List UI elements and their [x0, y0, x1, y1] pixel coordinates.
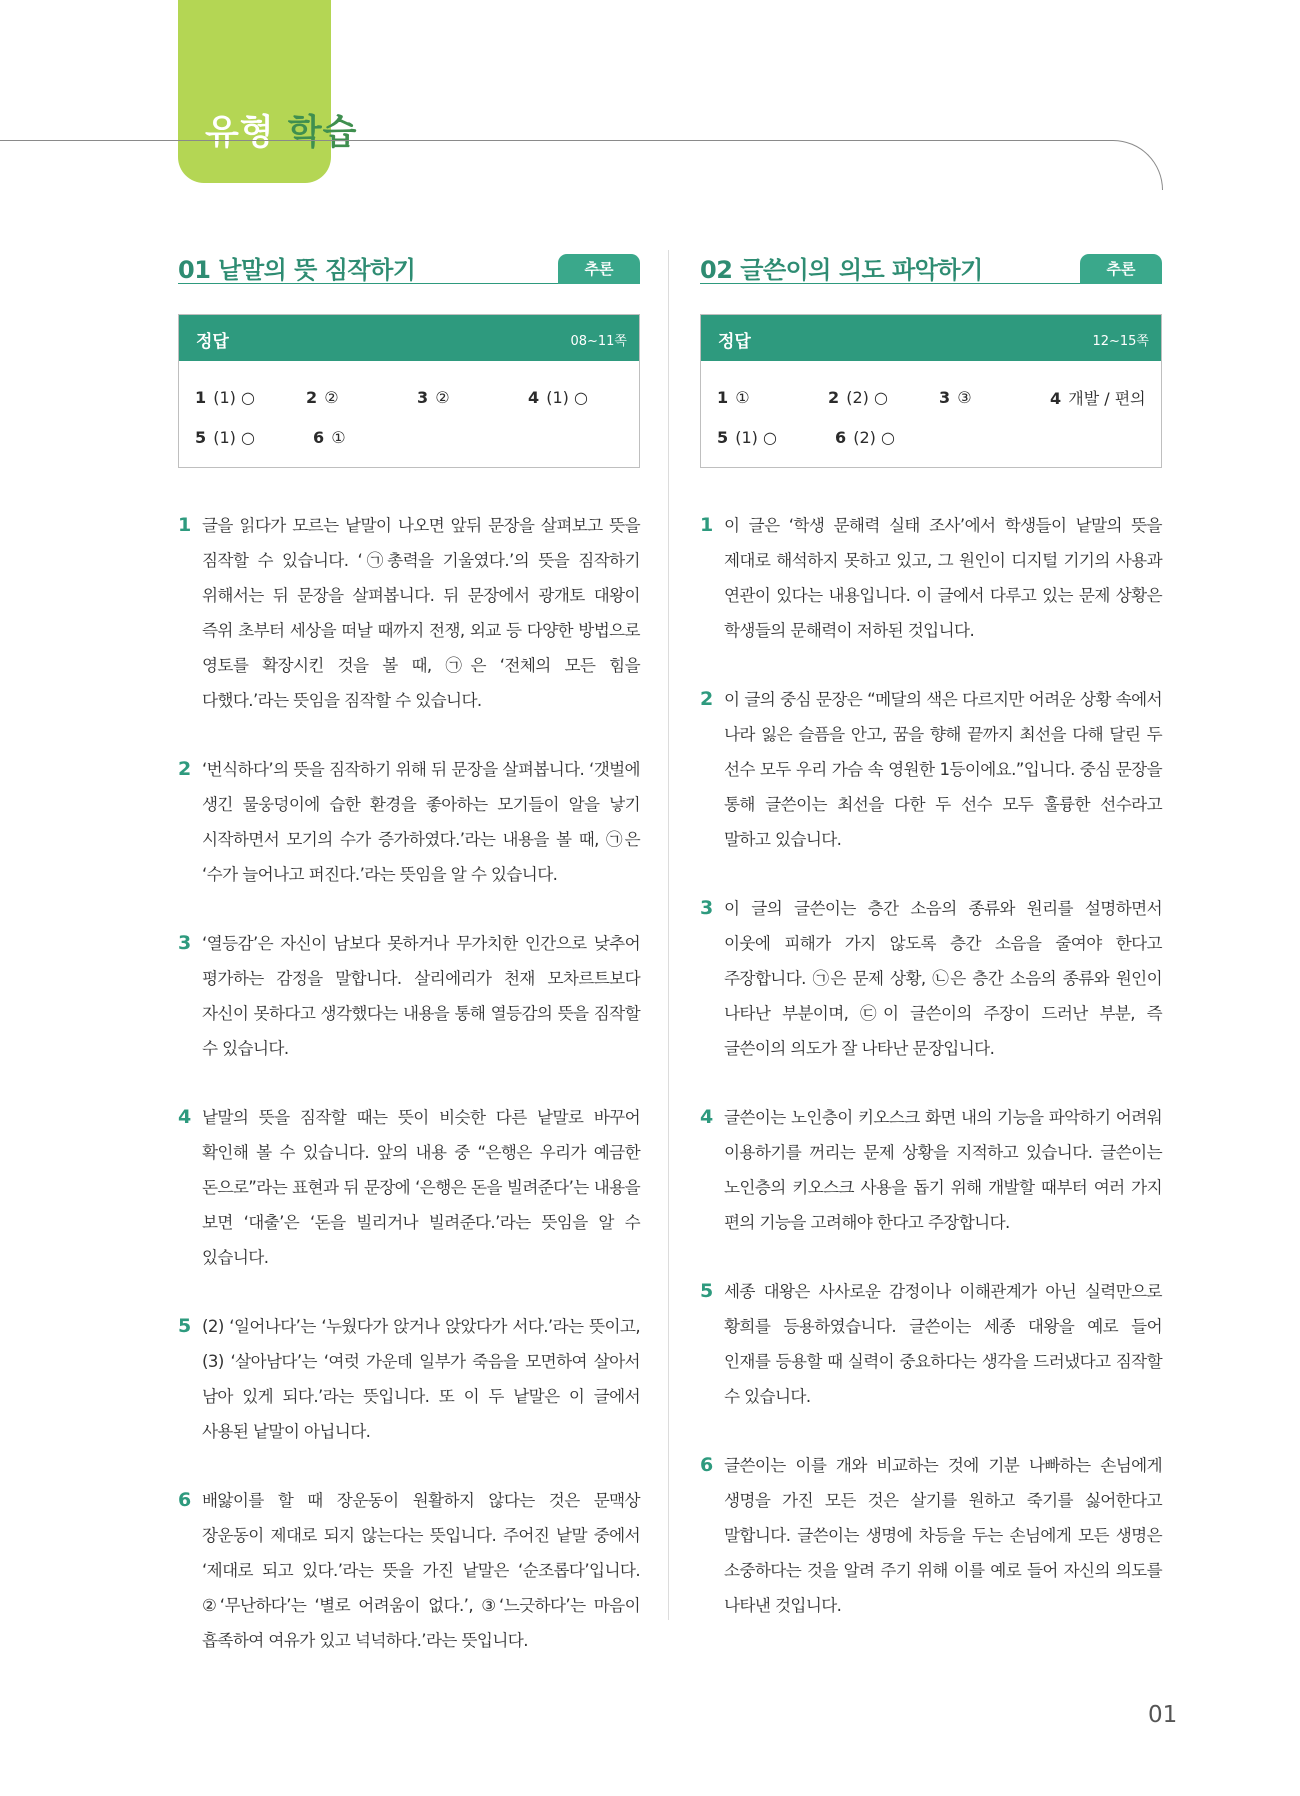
- answer-number: 2: [828, 387, 840, 407]
- answer-item: [835, 428, 953, 447]
- column-divider: [668, 250, 669, 1620]
- explanation-number: 6: [700, 1454, 714, 1476]
- answer-value: ①: [331, 427, 346, 447]
- answer-item: [417, 388, 528, 407]
- answer-number: 3: [939, 387, 951, 407]
- section-header: [700, 250, 1162, 286]
- answer-pages: 12~15쪽: [1092, 334, 1149, 349]
- header-rule: [0, 140, 1113, 141]
- section-title: 01 낱말의 뜻 짐작하기: [178, 256, 416, 284]
- explanation-item: [178, 1309, 640, 1449]
- page-number: 01: [1148, 1702, 1178, 1728]
- answer-pages: 08~11쪽: [570, 334, 627, 349]
- answer-box-header: [701, 315, 1161, 361]
- explanation-item: [700, 891, 1162, 1066]
- explanation-text: 이 글은 ‘학생 문해력 실태 조사’에서 학생들이 낱말의 뜻을 제대로 해석하지 못하고 있고, 그 원인이 디지털 기기의 사용과 연관이 있다는 내용입니다. 이 글에서 다루고 있는 문제 상황은 학생들의 문해력이 저하된 것입니다.: [724, 516, 1162, 640]
- section-badge: 추론: [558, 254, 640, 284]
- answer-value: ②: [324, 387, 339, 407]
- explanation-number: 3: [178, 932, 192, 954]
- answer-item: [717, 428, 835, 447]
- answer-item: [528, 388, 639, 407]
- explanation-item: [700, 682, 1162, 857]
- answer-item: [939, 388, 1050, 407]
- answer-box-header: [179, 315, 639, 361]
- answer-item: [306, 388, 417, 407]
- section-header: [178, 250, 640, 286]
- explanation-item: [700, 508, 1162, 648]
- answer-row: [717, 377, 1161, 417]
- answer-value: (1) ○: [735, 427, 777, 447]
- section-01: [178, 250, 640, 1692]
- answer-value: (1) ○: [213, 427, 255, 447]
- explanation-list: [178, 508, 640, 1658]
- answer-number: 5: [717, 427, 729, 447]
- answer-row: [195, 417, 639, 457]
- answer-value: (1) ○: [213, 387, 255, 407]
- answer-number: 5: [195, 427, 207, 447]
- answer-label: 정답: [196, 332, 229, 352]
- header-rule-curve: [1083, 140, 1163, 190]
- explanation-number: 4: [700, 1106, 714, 1128]
- answer-number: 2: [306, 387, 318, 407]
- explanation-item: [178, 752, 640, 892]
- explanation-text: ‘번식하다’의 뜻을 짐작하기 위해 뒤 문장을 살펴봅니다. ‘갯벌에 생긴 물웅덩이에 습한 환경을 좋아하는 모기들이 알을 낳기 시작하면서 모기의 수가 증가하였다.’라는 내용을 볼 때, ㉠은 ‘수가 늘어나고 퍼진다.’라는 뜻임을 알 수 있습니다.: [202, 760, 641, 884]
- answer-number: 3: [417, 387, 429, 407]
- answer-number: 1: [195, 387, 207, 407]
- answer-item: [313, 428, 431, 447]
- explanation-list: [700, 508, 1162, 1623]
- answer-number: 4: [528, 387, 540, 407]
- explanation-text: 세종 대왕은 사사로운 감정이나 이해관계가 아닌 실력만으로 황희를 등용하였습니다. 글쓴이는 세종 대왕을 예로 들어 인재를 등용할 때 실력이 중요하다는 생각을 드러냈다고 짐작할 수 있습니다.: [724, 1282, 1162, 1406]
- answer-box: [178, 314, 640, 468]
- section-badge: 추론: [1080, 254, 1162, 284]
- explanation-item: [178, 926, 640, 1066]
- header-title-word1: 유형: [205, 113, 275, 153]
- explanation-number: 5: [700, 1280, 714, 1302]
- explanation-number: 1: [700, 514, 714, 536]
- answer-grid: [179, 361, 639, 467]
- answer-item: [1050, 386, 1161, 409]
- answer-number: 6: [835, 427, 847, 447]
- explanation-item: [178, 508, 640, 718]
- answer-label: 정답: [718, 332, 751, 352]
- answer-number: 6: [313, 427, 325, 447]
- explanation-number: 5: [178, 1315, 192, 1337]
- answer-value: ③: [957, 387, 972, 407]
- answer-grid: [701, 361, 1161, 467]
- explanation-text: 글쓴이는 이를 개와 비교하는 것에 기분 나빠하는 손님에게 생명을 가진 모든 것은 살기를 원하고 죽기를 싫어한다고 말합니다. 글쓴이는 생명에 차등을 두는 손님에게 모든 생명은 소중하다는 것을 알려 주기 위해 이를 예로 들어 자신의 의도를 나타낸 것입니다.: [724, 1456, 1162, 1615]
- answer-item: [195, 388, 306, 407]
- section-02: [700, 250, 1162, 1657]
- explanation-item: [178, 1483, 640, 1658]
- explanation-text: 글을 읽다가 모르는 낱말이 나오면 앞뒤 문장을 살펴보고 뜻을 짐작할 수 있습니다. ‘㉠총력을 기울였다.’의 뜻을 짐작하기 위해서는 뒤 문장을 살펴봅니다. 뒤 문장에서 광개토 대왕이 즉위 초부터 세상을 떠날 때까지 전쟁, 외교 등 다양한 방법으로 영토를 확장시킨 것을 볼 때, ㉠은 ‘전체의 모든 힘을 다했다.’라는 뜻임을 짐작할 수 있습니다.: [202, 516, 640, 710]
- explanation-number: 2: [700, 688, 714, 710]
- explanation-text: 낱말의 뜻을 짐작할 때는 뜻이 비슷한 다른 낱말로 바꾸어 확인해 볼 수 있습니다. 앞의 내용 중 “은행은 우리가 예금한 돈으로”라는 표현과 뒤 문장에 ‘은행은 돈을 빌려준다’는 내용을 보면 ‘대출’은 ‘돈을 빌리거나 빌려준다.’라는 뜻임을 알 수 있습니다.: [202, 1108, 640, 1267]
- explanation-text: 이 글의 중심 문장은 “메달의 색은 다르지만 어려운 상황 속에서 나라 잃은 슬픔을 안고, 꿈을 향해 끝까지 최선을 다해 달린 두 선수 모두 우리 가슴 속 영원한 1등이에요.”입니다. 중심 문장을 통해 글쓴이는 최선을 다한 두 선수 모두 훌륭한 선수라고 말하고 있습니다.: [724, 690, 1162, 849]
- answer-value: (1) ○: [546, 387, 588, 407]
- explanation-number: 2: [178, 758, 192, 780]
- explanation-text: 글쓴이는 노인층이 키오스크 화면 내의 기능을 파악하기 어려워 이용하기를 꺼리는 문제 상황을 지적하고 있습니다. 글쓴이는 노인층의 키오스크 사용을 돕기 위해 개발할 때부터 여러 가지 편의 기능을 고려해야 한다고 주장합니다.: [724, 1108, 1162, 1232]
- header-title-word2: 학습: [287, 113, 358, 153]
- answer-row: [717, 417, 1161, 457]
- explanation-item: [178, 1100, 640, 1275]
- answer-value: ①: [735, 387, 750, 407]
- explanation-number: 3: [700, 897, 714, 919]
- explanation-text: ‘열등감’은 자신이 남보다 못하거나 무가치한 인간으로 낮추어 평가하는 감정을 말합니다. 살리에리가 천재 모차르트보다 자신이 못하다고 생각했다는 내용을 통해 열등감의 뜻을 짐작할 수 있습니다.: [202, 934, 640, 1058]
- answer-number: 1: [717, 387, 729, 407]
- section-title: 02 글쓴이의 의도 파악하기: [700, 256, 983, 284]
- answer-item: [195, 428, 313, 447]
- answer-box: [700, 314, 1162, 468]
- header-tab: [178, 0, 331, 183]
- answer-value: 개발 / 편의: [1068, 388, 1146, 408]
- explanation-number: 4: [178, 1106, 192, 1128]
- answer-item: [828, 388, 939, 407]
- explanation-item: [700, 1274, 1162, 1414]
- answer-value: (2) ○: [846, 387, 888, 407]
- answer-item: [717, 388, 828, 407]
- answer-value: (2) ○: [853, 427, 895, 447]
- explanation-text: 배앓이를 할 때 장운동이 원활하지 않다는 것은 문맥상 장운동이 제대로 되지 않는다는 뜻입니다. 주어진 낱말 중에서 ‘제대로 되고 있다.’라는 뜻을 가진 낱말은 ‘순조롭다’입니다. ②‘무난하다’는 ‘별로 어려움이 없다.’, ③‘느긋하다’는 마음이 흡족하여 여유가 있고 넉넉하다.’라는 뜻입니다.: [202, 1491, 640, 1650]
- explanation-text: 이 글의 글쓴이는 층간 소음의 종류와 원리를 설명하면서 이웃에 피해가 가지 않도록 층간 소음을 줄여야 한다고 주장합니다. ㉠은 문제 상황, ㉡은 층간 소음의 종류와 원인이 나타난 부분이며, ㉢이 글쓴이의 주장이 드러난 부분, 즉 글쓴이의 의도가 잘 나타난 문장입니다.: [724, 899, 1162, 1058]
- answer-row: [195, 377, 639, 417]
- answer-number: 4: [1050, 388, 1062, 408]
- explanation-number: 1: [178, 514, 192, 536]
- explanation-number: 6: [178, 1489, 192, 1511]
- explanation-item: [700, 1448, 1162, 1623]
- explanation-text: (2) ‘일어나다’는 ‘누웠다가 앉거나 앉았다가 서다.’라는 뜻이고, (3) ‘살아남다’는 ‘여럿 가운데 일부가 죽음을 모면하여 살아서 남아 있게 되다.’라는 뜻입니다. 또 이 두 낱말은 이 글에서 사용된 낱말이 아닙니다.: [202, 1317, 640, 1441]
- header-title: [205, 105, 357, 155]
- explanation-item: [700, 1100, 1162, 1240]
- answer-value: ②: [435, 387, 450, 407]
